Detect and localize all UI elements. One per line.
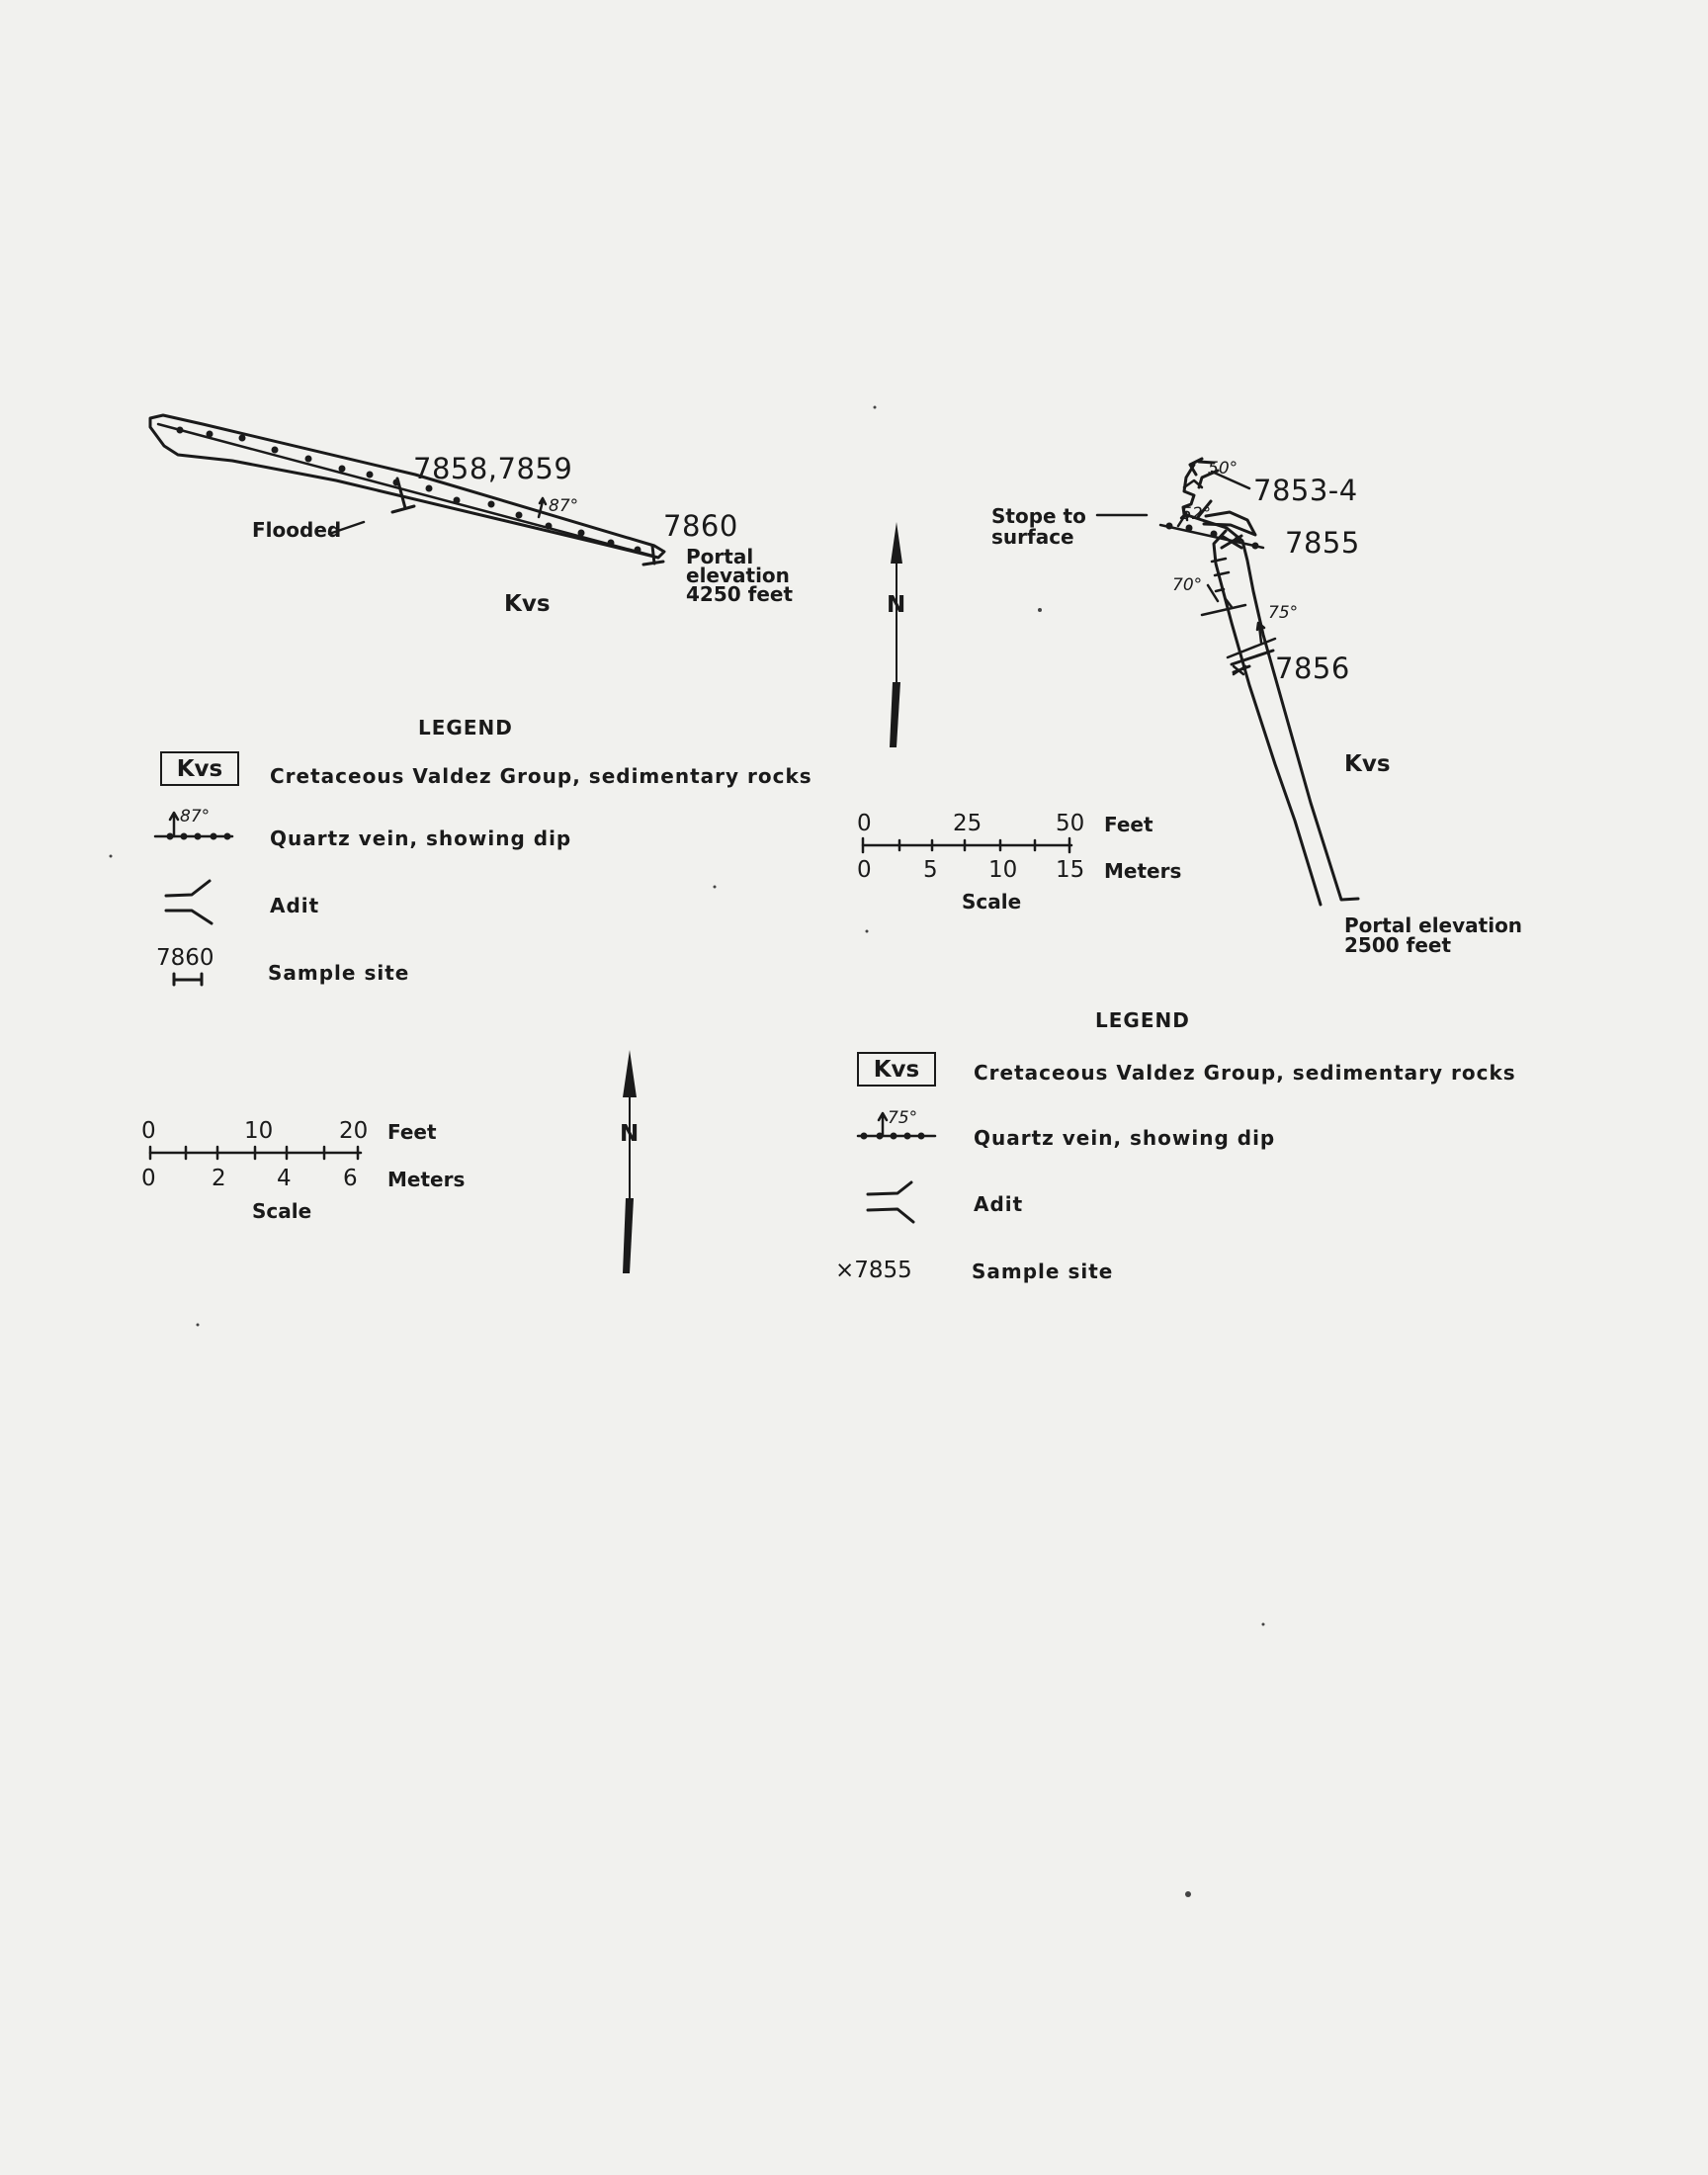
- flooded-label: Flooded: [252, 518, 342, 542]
- right-legend-unit-desc: Cretaceous Valdez Group, sedimentary rocks: [974, 1061, 1516, 1085]
- left-north-label: N: [887, 592, 906, 618]
- sample-label-7853-4: 7853-4: [1253, 474, 1358, 507]
- right-quartz-vein-70: [1202, 559, 1245, 615]
- right-legend-vein-dip: 75°: [888, 1108, 918, 1128]
- left-legend-sample-desc: Sample site: [268, 961, 410, 985]
- dip-label-87: 87°: [549, 496, 579, 516]
- right-scale-meters-unit: Meters: [1104, 859, 1182, 883]
- right-scale-feet-0: 0: [857, 811, 872, 836]
- left-scale-feet-0: 0: [141, 1118, 156, 1144]
- left-scale-meters-4: 4: [277, 1166, 292, 1191]
- dip-label-52: 52°: [1181, 504, 1212, 524]
- lower-north-label: N: [620, 1121, 640, 1147]
- left-legend-title: LEGEND: [418, 716, 513, 740]
- right-portal-label-line1: Portal elevation: [1344, 914, 1523, 937]
- left-legend-vein-dip: 87°: [180, 807, 211, 826]
- right-legend-adit-symbol: [868, 1182, 913, 1222]
- left-scale-feet-unit: Feet: [387, 1120, 437, 1144]
- right-scale-meters-0: 0: [857, 857, 872, 883]
- left-scale-bar: [150, 1147, 361, 1159]
- dip-label-75: 75°: [1268, 603, 1299, 623]
- right-scale-meters-15: 15: [1056, 857, 1085, 883]
- sample-label-7860: 7860: [663, 509, 738, 543]
- left-quartz-vein: [158, 424, 652, 556]
- left-scale-meters-2: 2: [212, 1166, 226, 1191]
- right-legend-adit-desc: Adit: [974, 1192, 1024, 1216]
- right-legend-title: LEGEND: [1095, 1008, 1190, 1032]
- left-portal-label-line3: 4250 feet: [686, 582, 794, 606]
- left-legend-sample-symbol: [174, 974, 202, 985]
- right-scale-bar: [863, 838, 1071, 852]
- left-scale-feet-10: 10: [244, 1118, 274, 1144]
- right-scale-feet-25: 25: [953, 811, 982, 836]
- sample-label-7855: 7855: [1285, 526, 1360, 560]
- left-scale-caption: Scale: [252, 1199, 312, 1223]
- left-scale-feet-20: 20: [339, 1118, 369, 1144]
- dip-label-70: 70°: [1172, 575, 1203, 595]
- right-scale-meters-5: 5: [923, 857, 938, 883]
- left-legend-adit-symbol: [166, 881, 212, 923]
- right-legend-vein-desc: Quartz vein, showing dip: [974, 1126, 1276, 1150]
- right-portal-label-line2: 2500 feet: [1344, 933, 1452, 957]
- left-adit-outline: [150, 415, 664, 558]
- left-legend-adit-desc: Adit: [270, 894, 320, 917]
- dip-label-50: 50°: [1208, 459, 1238, 478]
- left-unit-label: Kvs: [504, 591, 551, 617]
- right-scale-feet-unit: Feet: [1104, 813, 1153, 836]
- right-legend-unit-box: Kvs: [857, 1052, 936, 1087]
- left-legend-sample-symbol-label: 7860: [156, 945, 214, 971]
- left-legend-vein-desc: Quartz vein, showing dip: [270, 826, 572, 850]
- left-north-arrow: [890, 522, 902, 747]
- sample-label-7858-7859: 7858,7859: [413, 452, 573, 485]
- right-scale-caption: Scale: [962, 890, 1022, 914]
- left-legend-unit-desc: Cretaceous Valdez Group, sedimentary rocks: [270, 764, 812, 788]
- right-scale-feet-50: 50: [1056, 811, 1085, 836]
- left-portal-label-line1: Portal: [686, 545, 754, 568]
- left-legend-unit-box: Kvs: [160, 751, 239, 786]
- lower-north-arrow: [623, 1050, 637, 1273]
- left-scale-meters-0: 0: [141, 1166, 156, 1191]
- stope-label-line2: surface: [991, 525, 1074, 549]
- right-legend-sample-symbol-label: ×7855: [835, 1258, 912, 1283]
- left-scale-meters-6: 6: [343, 1166, 358, 1191]
- right-legend-sample-desc: Sample site: [972, 1260, 1114, 1283]
- stope-label-line1: Stope to: [991, 504, 1086, 528]
- right-scale-meters-10: 10: [988, 857, 1018, 883]
- sample-label-7856: 7856: [1275, 652, 1350, 685]
- left-scale-meters-unit: Meters: [387, 1168, 466, 1191]
- right-unit-label: Kvs: [1344, 751, 1391, 777]
- left-portal-label-line2: elevation: [686, 564, 790, 587]
